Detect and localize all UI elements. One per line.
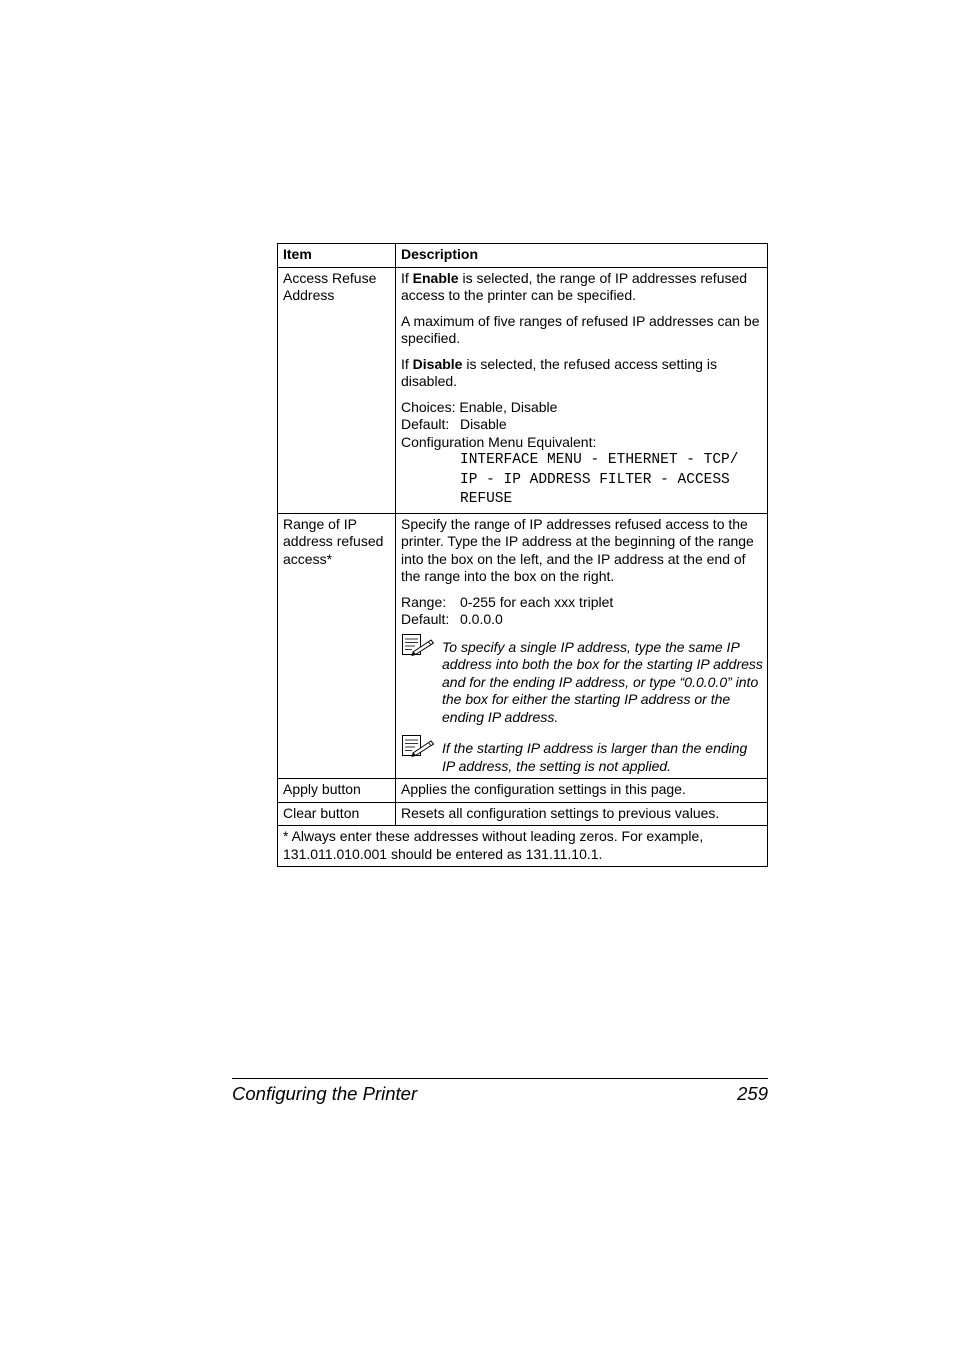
table-row: [278, 513, 768, 779]
note-text: If the starting IP address is larger than the ending IP address, the setting is not applied.: [442, 740, 748, 774]
row-item-clear: Clear button: [278, 802, 396, 826]
range-line: [401, 594, 763, 612]
menu-path-line: REFUSE: [460, 491, 513, 507]
max-ranges-paragraph: A maximum of five ranges of refused IP addresses can be specified.: [401, 312, 760, 346]
default-value: Disable: [460, 416, 507, 432]
disable-paragraph: [401, 356, 763, 391]
settings-table: [277, 243, 768, 867]
table-footnote: * Always enter these addresses without leading zeros. For example, 131.011.010.001 should be entered as 131.11.10.1.: [278, 826, 768, 867]
note-text: To specify a single IP address, type the same IP address into both the box for the starting IP address and for the ending IP address, or type “0.0.0.0” into the box for either the starting IP address or the ending IP address.: [442, 638, 763, 725]
default-value: 0.0.0.0: [460, 611, 503, 627]
text-run: If: [401, 355, 413, 372]
bold-term: Disable: [412, 355, 463, 372]
enable-paragraph: [401, 270, 763, 305]
text-run: is selected, the refused access setting is disabled.: [401, 355, 717, 389]
text-run: If: [401, 269, 413, 286]
default-line: [401, 416, 763, 434]
table-row: [278, 267, 768, 513]
row-item-range: Range of IP address refused access*: [278, 513, 396, 779]
note-pencil-icon: [401, 734, 442, 775]
header-description: Description: [396, 244, 768, 268]
row-description-range: [396, 513, 768, 779]
default-line: [401, 611, 763, 629]
row-item-access-refuse: Access Refuse Address: [278, 267, 396, 513]
menu-path-line: IP - IP ADDRESS FILTER - ACCESS: [460, 471, 730, 488]
note-pencil-icon: [401, 633, 442, 727]
choices-line: Choices: Enable, Disable: [401, 398, 558, 415]
range-label: Range:: [401, 593, 447, 610]
default-label: Default:: [401, 416, 450, 432]
row-description-clear: Resets all configuration settings to previous values.: [396, 802, 768, 826]
note-block: [401, 633, 763, 727]
table-row: [278, 779, 768, 803]
note-block: [401, 734, 763, 775]
row-description-access-refuse: [396, 267, 768, 513]
table-footnote-row: [278, 826, 768, 867]
range-value: 0-255 for each xxx triplet: [460, 593, 614, 610]
table-header-row: [278, 244, 768, 268]
default-label: Default:: [401, 611, 450, 627]
row-item-apply: Apply button: [278, 779, 396, 803]
footer-page-number: 259: [737, 1083, 768, 1104]
text-run: is selected, the range of IP addresses refused access to the printer can be specified.: [401, 269, 748, 303]
header-item: Item: [278, 244, 396, 268]
menu-equivalent-label: Configuration Menu Equivalent:: [401, 433, 597, 450]
footer-chapter-title: Configuring the Printer: [232, 1083, 418, 1104]
footer-divider: [232, 1078, 768, 1079]
bold-term: Enable: [412, 269, 459, 286]
menu-path-line: INTERFACE MENU - ETHERNET - TCP/: [460, 452, 739, 468]
range-paragraph: Specify the range of IP addresses refused access to the printer. Type the IP address at the beginning of the range into the box on the left, and the IP address at the end of the range into the box on the right.: [401, 515, 754, 584]
table-row: [278, 802, 768, 826]
row-description-apply: Applies the configuration settings in this page.: [396, 779, 768, 803]
